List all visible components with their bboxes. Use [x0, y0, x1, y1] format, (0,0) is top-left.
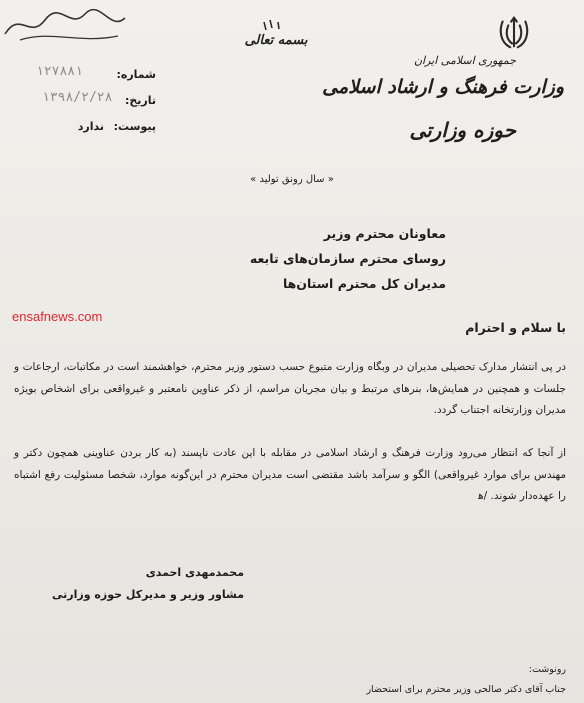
- addressee-1: معاونان محترم وزیر: [323, 226, 446, 241]
- signatory-name: محمدمهدی احمدی: [145, 566, 244, 579]
- number-value: ۱۲۷۸۸۱: [36, 64, 83, 79]
- ministry-line-1: جمهوری اسلامی ایران: [413, 54, 516, 67]
- iran-emblem-icon: [495, 14, 533, 52]
- addressee-3: مدیران کل محترم استان‌ها: [282, 276, 446, 291]
- signatory-title: مشاور وزیر و مدیرکل حوزه وزارتی: [52, 588, 244, 601]
- body-paragraph-1: در پی انتشار مدارک تحصیلی مدیران در وبگاه وزارت متبوع حسب دستور وزیر محترم، خواهشمند است در مکاتبات، ارجاعات و جلسات و همچنین در همایش‌ها، بنرهای مرتبط و بیان مجریان مراسم، از ذکر عناوین نامعتبر و غیرواقعی برای اشخاص بویژه مدیران وزارتخانه اجتناب گردد.: [14, 361, 566, 416]
- bismillah-calligraphy: [244, 16, 308, 60]
- bismillah-text: بسمه تعالی: [244, 33, 308, 48]
- date-label: تاریخ:: [124, 94, 156, 107]
- ministry-line-3: حوزه وزارتی: [409, 118, 516, 142]
- greeting: با سلام و احترام: [465, 320, 566, 335]
- attachment-value: ندارد: [77, 120, 104, 133]
- cc-recipient: جناب آقای دکتر صالحی وزیر محترم برای استحضار: [366, 684, 566, 695]
- date-value: ۱۳۹۸/۲/۲۸: [42, 90, 113, 105]
- ministry-line-2: وزارت فرهنگ و ارشاد اسلامی: [322, 76, 564, 98]
- watermark-site: ensafnews.com: [12, 309, 103, 324]
- handwritten-signature: [0, 0, 130, 48]
- attachment-label: پیوست:: [113, 120, 156, 133]
- addressee-2: روسای محترم سازمان‌های تابعه: [249, 251, 446, 266]
- year-slogan: « سال رونق تولید »: [250, 174, 334, 185]
- cc-label: رونوشت:: [528, 664, 566, 675]
- number-label: شماره:: [116, 68, 156, 81]
- body-paragraph-2: از آنجا که انتظار می‌رود وزارت فرهنگ و ارشاد اسلامی در مقابله با این عادت ناپسند (به کار بردن عناوینی همچون دکتر و مهندس برای موارد غیرواقعی) الگو و سرآمد باشد مقتضی است مدیران محترم در این‌گونه موارد، شخصا مسئولیت رفع اشتباه را عهده‌دار شوند. /ﻫ: [14, 447, 566, 502]
